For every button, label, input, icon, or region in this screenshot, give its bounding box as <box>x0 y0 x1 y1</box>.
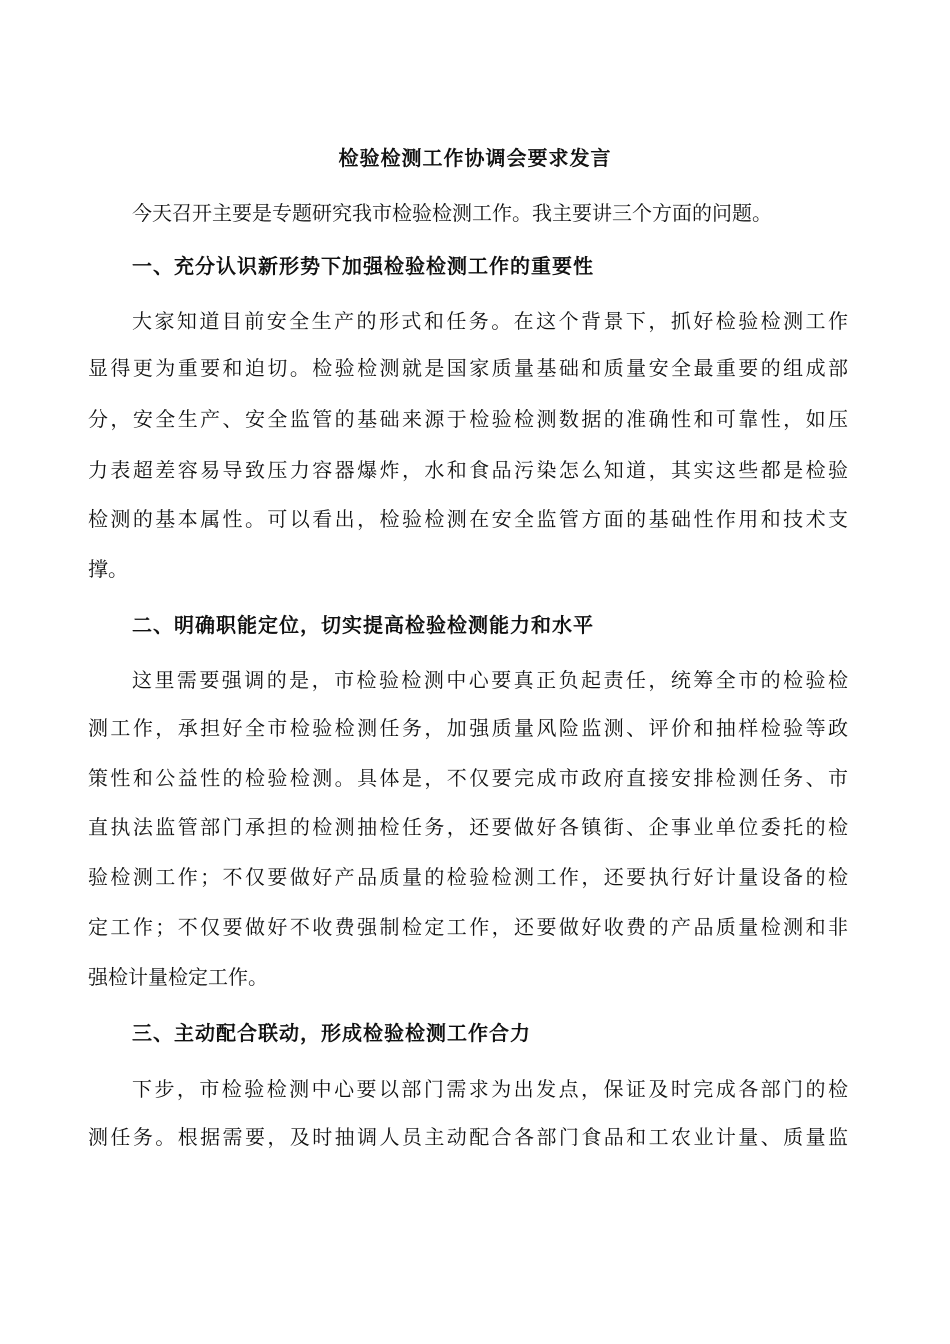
section-2-line: 强检计量检定工作。 <box>88 965 268 989</box>
section-3-heading: 三、主动配合联动，形成检验检测工作合力 <box>132 1021 531 1045</box>
section-1-line: 检测的基本属性。可以看出，检验检测在安全监管方面的基础性作用和技术支 <box>88 507 848 531</box>
section-3-line: 下步，市检验检测中心要以部门需求为出发点，保证及时完成各部门的检 <box>132 1077 848 1101</box>
section-1-line: 显得更为重要和迫切。检验检测就是国家质量基础和质量安全最重要的组成部 <box>88 356 848 380</box>
section-1-line: 分，安全生产、安全监管的基础来源于检验检测数据的准确性和可靠性，如压 <box>88 407 848 431</box>
section-1-line: 大家知道目前安全生产的形式和任务。在这个背景下，抓好检验检测工作 <box>132 309 848 333</box>
section-1-line: 撑。 <box>88 557 128 581</box>
section-2-line: 策性和公益性的检验检测。具体是，不仅要完成市政府直接安排检测任务、市 <box>88 766 848 790</box>
intro-paragraph: 今天召开主要是专题研究我市检验检测工作。我主要讲三个方面的问题。 <box>132 201 772 225</box>
section-3-line: 测任务。根据需要，及时抽调人员主动配合各部门食品和工农业计量、质量监 <box>88 1125 848 1149</box>
section-2-line: 定工作；不仅要做好不收费强制检定工作，还要做好收费的产品质量检测和非 <box>88 915 848 939</box>
section-2-line: 测工作，承担好全市检验检测任务，加强质量风险监测、评价和抽样检验等政 <box>88 716 848 740</box>
section-2-line: 直执法监管部门承担的检测抽检任务，还要做好各镇街、企事业单位委托的检 <box>88 815 848 839</box>
section-2-heading: 二、明确职能定位，切实提高检验检测能力和水平 <box>132 613 594 637</box>
section-1-heading: 一、充分认识新形势下加强检验检测工作的重要性 <box>132 254 594 278</box>
section-2-line: 验检测工作；不仅要做好产品质量的检验检测工作，还要执行好计量设备的检 <box>88 865 848 889</box>
section-1-line: 力表超差容易导致压力容器爆炸，水和食品污染怎么知道，其实这些都是检验 <box>88 458 848 482</box>
document-title: 检验检测工作协调会要求发言 <box>338 146 612 170</box>
section-2-line: 这里需要强调的是，市检验检测中心要真正负起责任，统筹全市的检验检 <box>132 668 848 692</box>
